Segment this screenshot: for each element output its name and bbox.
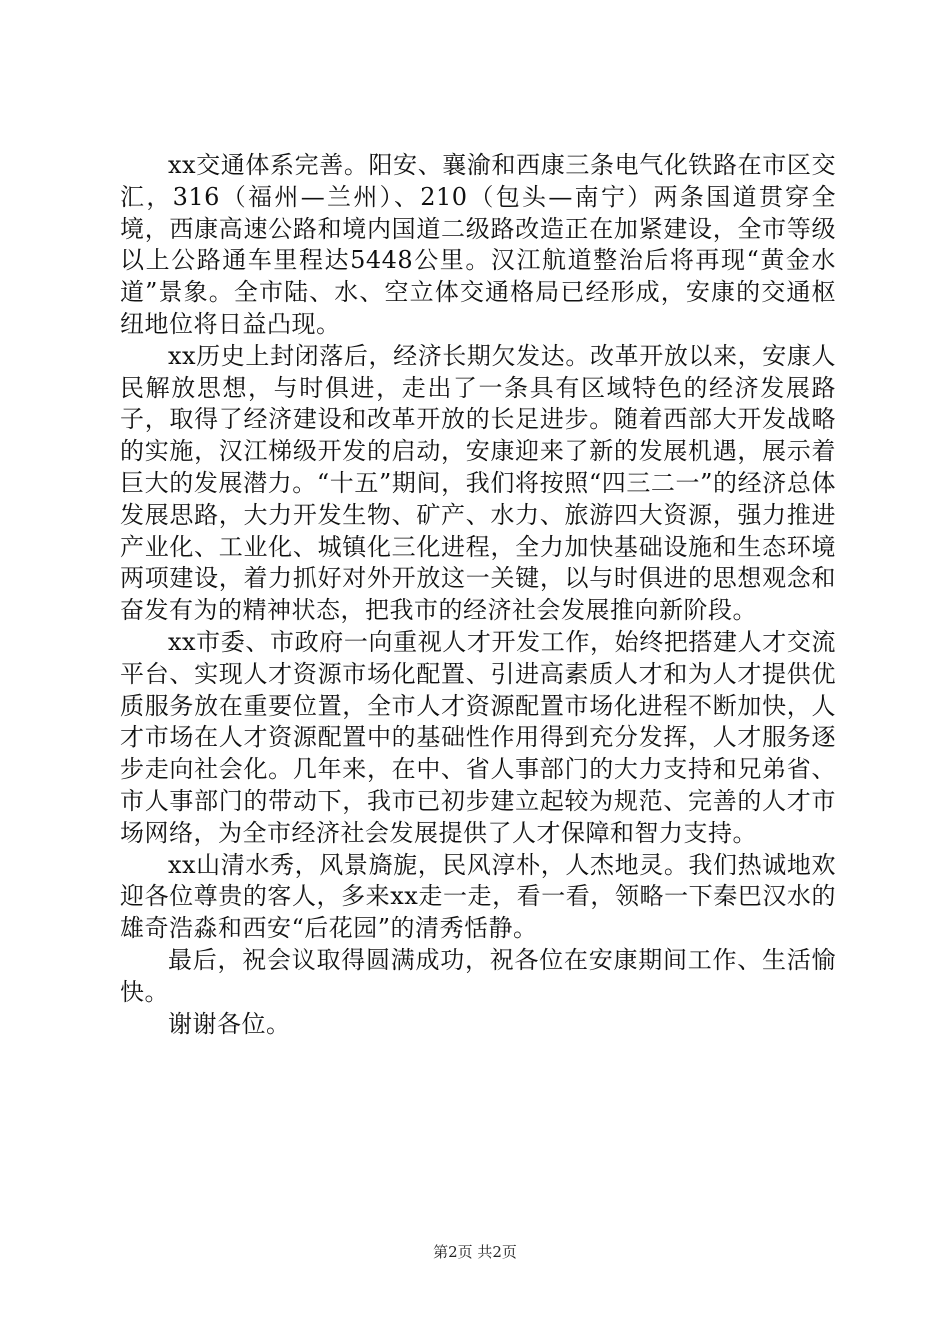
paragraph-talent: xx市委、市政府一向重视人才开发工作，始终把搭建人才交流平台、实现人才资源市场化配置、引进高素质人才和为人才提供优质服务放在重要位置，全市人才资源配置市场化进程不断加快，人才市场在人才资源配置中的基础性作用得到充分发挥，人才服务逐步走向社会化。几年来，在中、省人事部门的大力支持和兄弟省、市人事部门的带动下，我市已初步建立起较为规范、完善的人才市场网络，为全市经济社会发展提供了人才保障和智力支持。 xyxy=(120,627,836,847)
paragraph-wishes: 最后，祝会议取得圆满成功，祝各位在安康期间工作、生活愉快。 xyxy=(120,945,836,1006)
paragraph-economy: xx历史上封闭落后，经济长期欠发达。改革开放以来，安康人民解放思想，与时俱进，走出了一条具有区域特色的经济发展路子，取得了经济建设和改革开放的长足进步。随着西部大开发战略的实施，汉江梯级开发的启动，安康迎来了新的发展机遇，展示着巨大的发展潜力。“十五”期间，我们将按照“四三二一”的经济总体发展思路，大力开发生物、矿产、水力、旅游四大资源，强力推进产业化、工业化、城镇化三化进程，全力加快基础设施和生态环境两项建设，着力抓好对外开放这一关键，以与时俱进的思想观念和奋发有为的精神状态，把我市的经济社会发展推向新阶段。 xyxy=(120,341,836,625)
document-body xyxy=(120,150,836,1040)
paragraph-welcome: xx山清水秀，风景旖旎，民风淳朴，人杰地灵。我们热诚地欢迎各位尊贵的客人，多来xx走一走，看一看，领略一下秦巴汉水的雄奇浩淼和西安“后花园”的清秀恬静。 xyxy=(120,850,836,943)
paragraph-thanks: 谢谢各位。 xyxy=(168,1009,291,1038)
paragraph-transport: xx交通体系完善。阳安、襄渝和西康三条电气化铁路在市区交汇，316（福州—兰州）、210（包头—南宁）两条国道贯穿全境，西康高速公路和境内国道二级路改造正在加紧建设，全市等级以上公路通车里程达5448公里。汉江航道整治后将再现“黄金水道”景象。全市陆、水、空立体交通格局已经形成，安康的交通枢纽地位将日益凸现。 xyxy=(120,151,836,338)
page-footer: 第2页 共2页 xyxy=(433,1243,517,1261)
